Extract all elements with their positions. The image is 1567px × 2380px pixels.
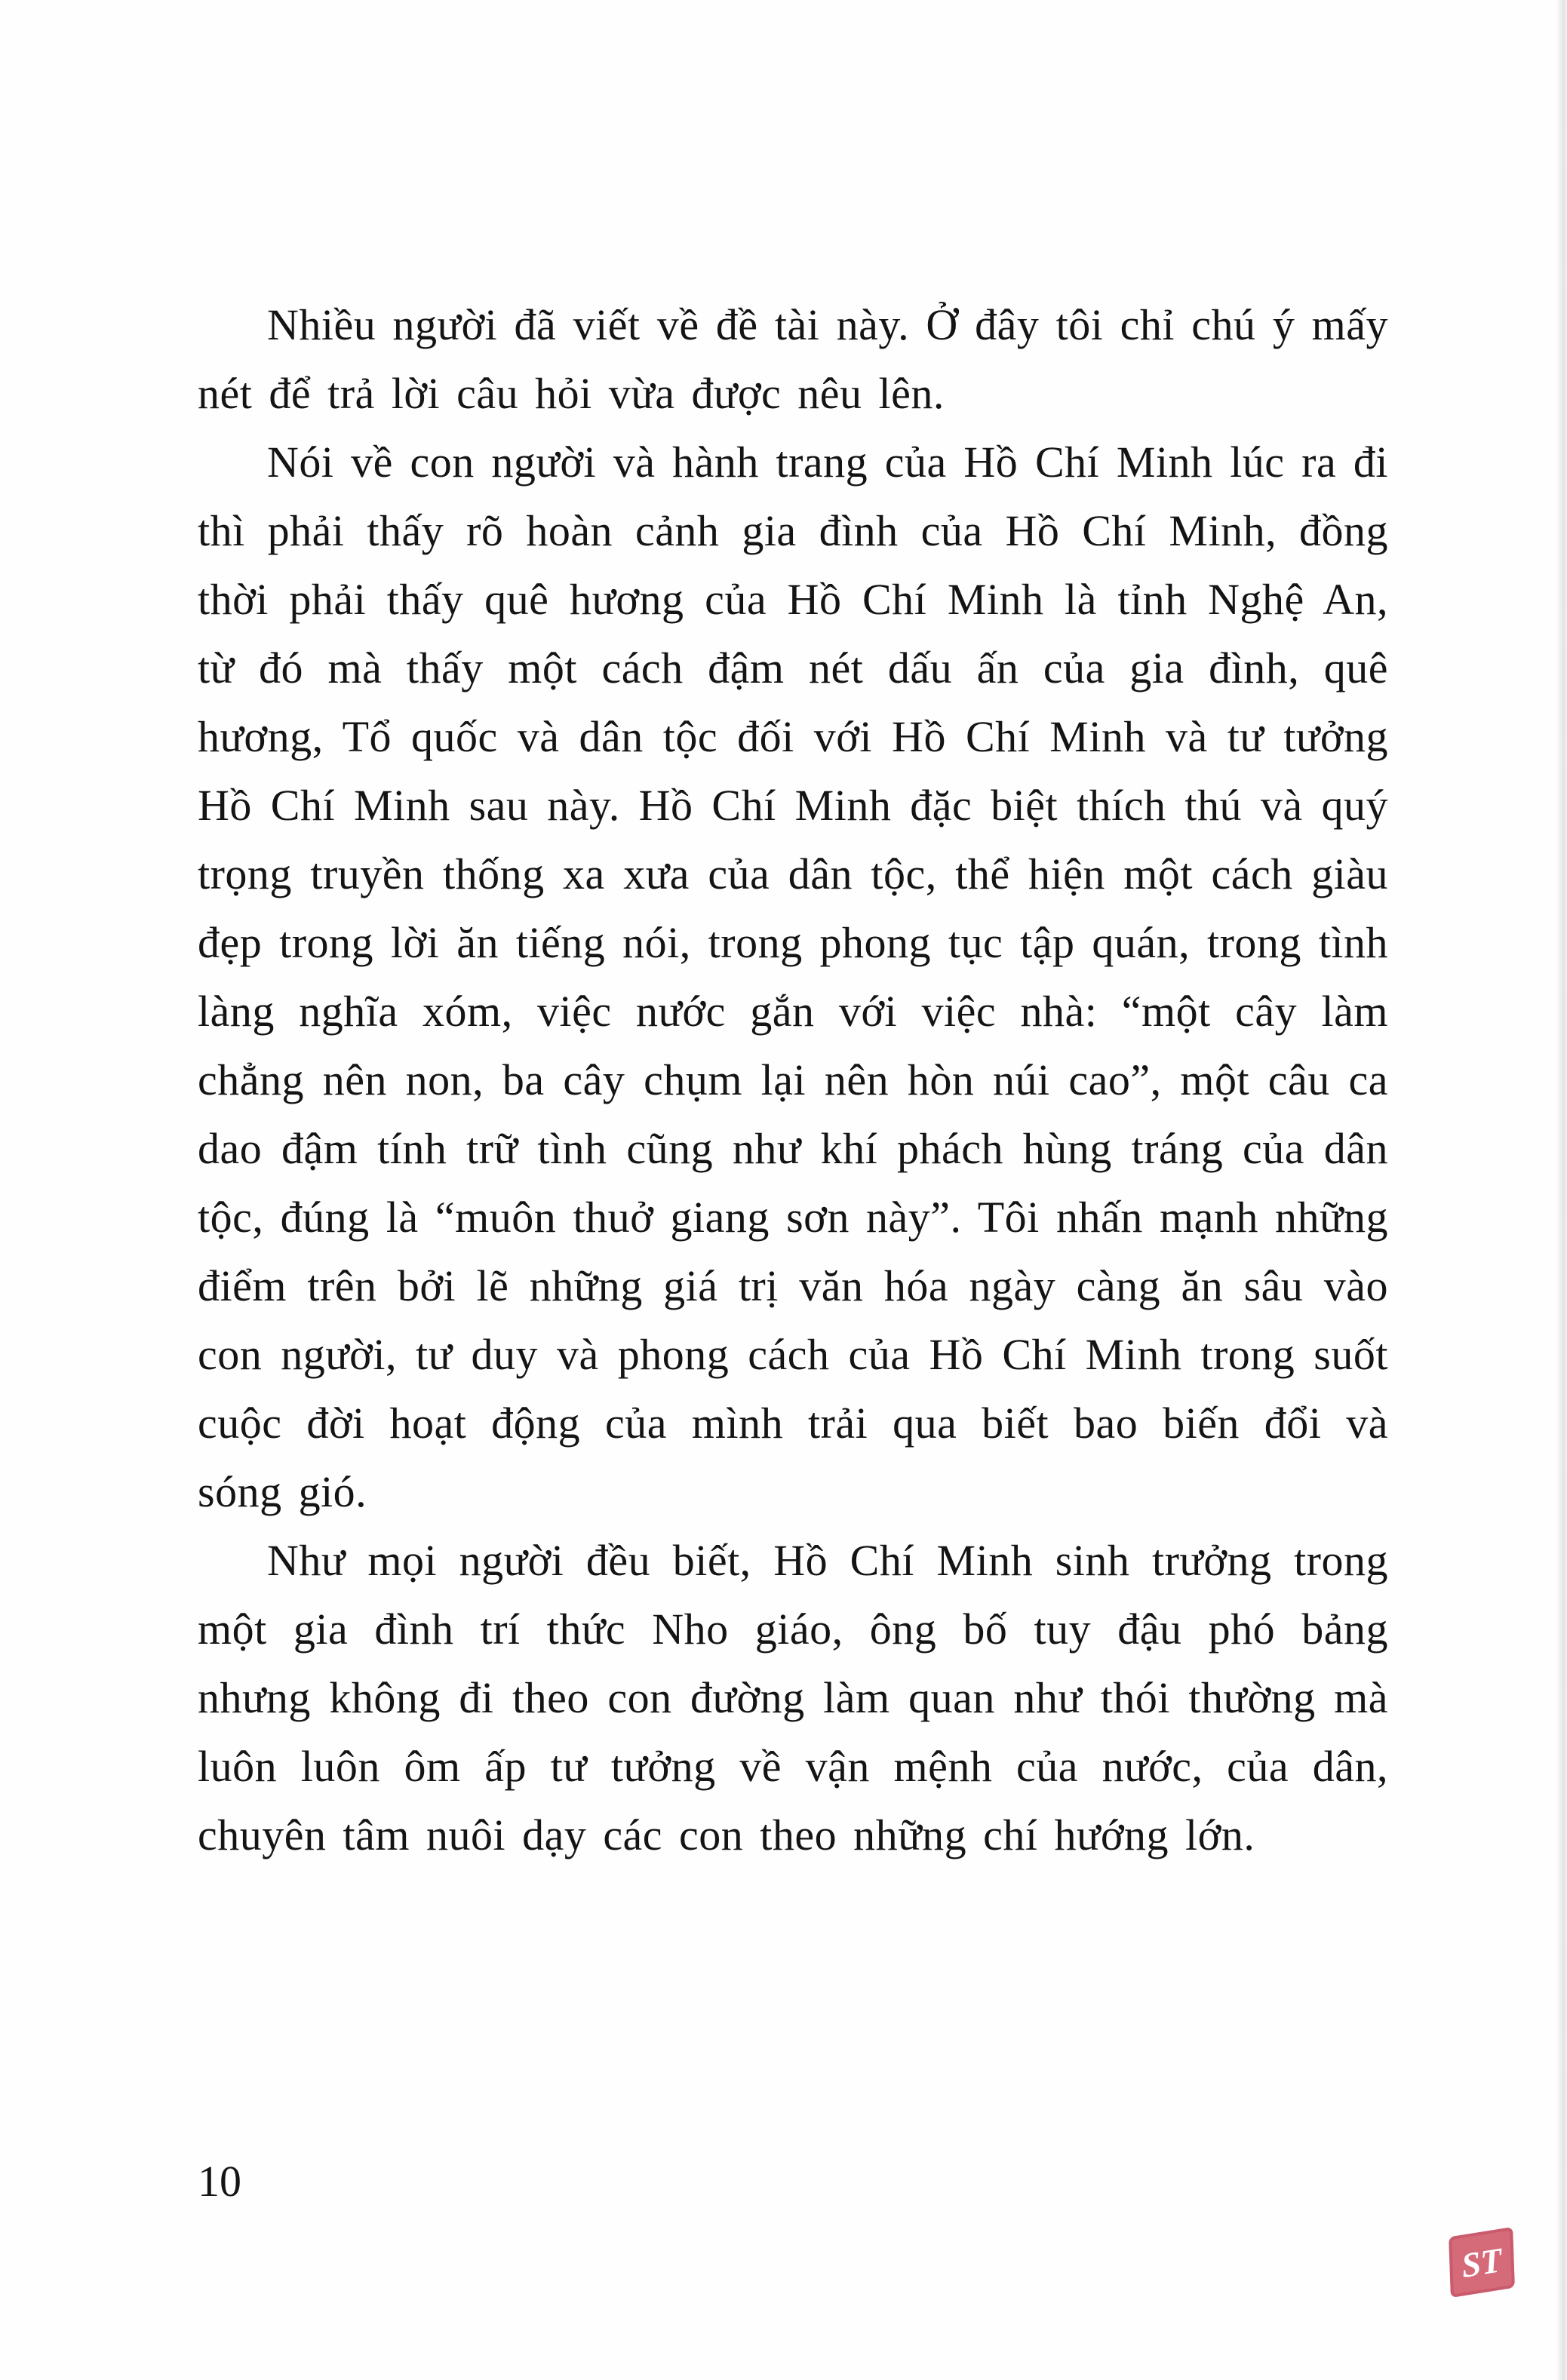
page-number: 10	[198, 2157, 241, 2206]
page-text-block	[198, 290, 1388, 1869]
publisher-logo-text: ST	[1459, 2240, 1504, 2285]
paragraph-1: Nhiều người đã viết về đề tài này. Ở đây tôi chỉ chú ý mấy nét để trả lời câu hỏi vừa được nêu lên.	[198, 300, 1388, 418]
scan-edge-artifact	[1556, 0, 1567, 2380]
publisher-logo	[1449, 2232, 1514, 2292]
publisher-logo-stamp-icon	[1449, 2227, 1515, 2298]
paragraph-2: Nói về con người và hành trang của Hồ Chí Minh lúc ra đi thì phải thấy rõ hoàn cảnh gia đình của Hồ Chí Minh, đồng thời phải thấy quê hương của Hồ Chí Minh là tỉnh Nghệ An, từ đó mà thấy một cách đậm nét dấu ấn của gia đình, quê hương, Tổ quốc và dân tộc đối với Hồ Chí Minh và tư tưởng Hồ Chí Minh sau này. Hồ Chí Minh đặc biệt thích thú và quý trọng truyền thống xa xưa của dân tộc, thể hiện một cách giàu đẹp trong lời ăn tiếng nói, trong phong tục tập quán, trong tình làng nghĩa xóm, việc nước gắn với việc nhà: “một cây làm chẳng nên non, ba cây chụm lại nên hòn núi cao”, một câu ca dao đậm tính trữ tình cũng như khí phách hùng tráng của dân tộc, đúng là “muôn thuở giang sơn này”. Tôi nhấn mạnh những điểm trên bởi lẽ những giá trị văn hóa ngày càng ăn sâu vào con người, tư duy và phong cách của Hồ Chí Minh trong suốt cuộc đời hoạt động của mình trải qua biết bao biến đổi và sóng gió.	[198, 438, 1388, 1516]
paragraph-3: Như mọi người đều biết, Hồ Chí Minh sinh trưởng trong một gia đình trí thức Nho giáo, ông bố tuy đậu phó bảng nhưng không đi theo con đường làm quan như thói thường mà luôn luôn ôm ấp tư tưởng về vận mệnh của nước, của dân, chuyên tâm nuôi dạy các con theo những chí hướng lớn.	[198, 1536, 1388, 1859]
